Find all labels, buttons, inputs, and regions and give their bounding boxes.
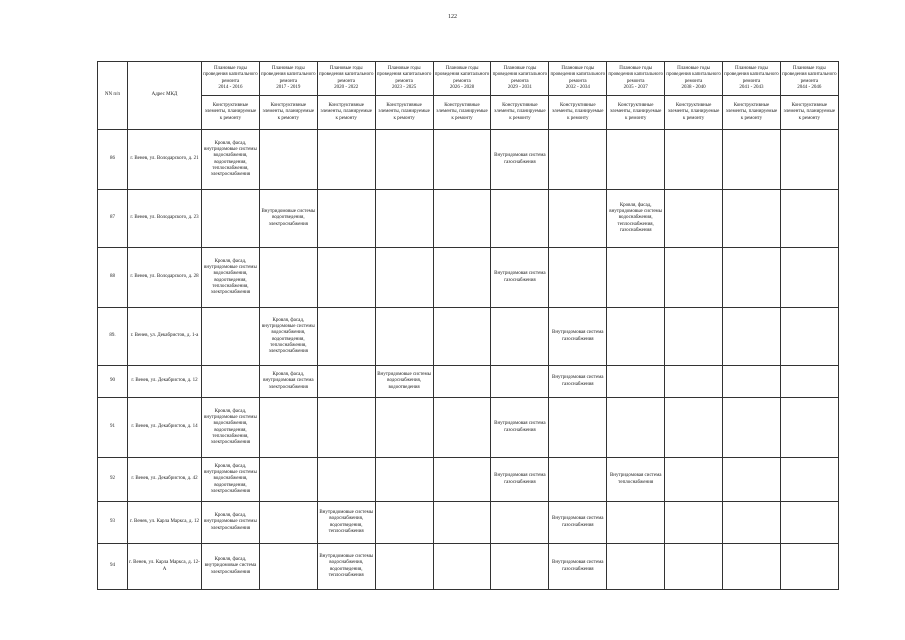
- repair-elements-cell: [607, 502, 665, 544]
- header-element-label: Конструктивные элементы, планируемые к ремонту: [202, 96, 260, 130]
- repair-elements-cell: Кровля, фасад, внутридомовые системы водоснабжения, водоотведения, электроснабжения: [202, 458, 260, 502]
- repair-elements-cell: [723, 308, 781, 366]
- repair-elements-cell: [375, 502, 433, 544]
- period-years: 2029 - 2031: [507, 84, 532, 90]
- repair-elements-cell: [665, 398, 723, 458]
- repair-elements-cell: [607, 248, 665, 308]
- repair-elements-cell: Внутридомовые системы водоснабжения, водоотведения, теплоснабжения: [317, 502, 375, 544]
- repair-elements-cell: Внутридомовая система газоснабжения: [549, 308, 607, 366]
- header-period: [549, 62, 607, 96]
- header-element-label: Конструктивные элементы, планируемые к ремонту: [780, 96, 838, 130]
- repair-elements-cell: [780, 502, 838, 544]
- repair-elements-cell: [780, 308, 838, 366]
- period-years: 2032 - 2034: [565, 84, 590, 90]
- repair-elements-cell: [259, 458, 317, 502]
- repair-elements-cell: [259, 248, 317, 308]
- table-row: [98, 502, 839, 544]
- repair-elements-cell: [317, 366, 375, 398]
- repair-elements-cell: [549, 248, 607, 308]
- repair-elements-cell: [433, 190, 491, 248]
- repair-elements-cell: [259, 130, 317, 190]
- period-label: Плановые годы проведения капитального ремонта: [608, 66, 663, 84]
- repair-elements-cell: [549, 190, 607, 248]
- repair-elements-cell: [780, 366, 838, 398]
- repair-elements-cell: [665, 544, 723, 590]
- repair-elements-cell: [202, 308, 260, 366]
- row-number: 90: [98, 366, 128, 398]
- repair-elements-cell: [317, 398, 375, 458]
- row-address: г. Венев, ул. Декабристов, д. 1-а: [128, 308, 202, 366]
- period-label: Плановые годы проведения капитального ремонта: [724, 66, 779, 84]
- repair-elements-cell: Кровля, фасад, внутридомовые системы водоснабжения, водоотведения, теплоснабжения, электроснабжения: [202, 130, 260, 190]
- repair-elements-cell: Внутридомовая система газоснабжения: [491, 248, 549, 308]
- repair-elements-cell: [607, 366, 665, 398]
- row-number: 88: [98, 248, 128, 308]
- repair-elements-cell: [491, 308, 549, 366]
- repair-elements-cell: Внутридомовая система газоснабжения: [491, 398, 549, 458]
- header-element-label: Конструктивные элементы, планируемые к ремонту: [549, 96, 607, 130]
- repair-elements-cell: [259, 502, 317, 544]
- repair-elements-cell: [202, 190, 260, 248]
- repair-elements-cell: [433, 544, 491, 590]
- repair-elements-cell: Внутридомовые системы водоснабжения, водоотведения: [375, 366, 433, 398]
- row-address: г. Венев, ул. Володарского, д. 23: [128, 190, 202, 248]
- repair-elements-cell: [433, 130, 491, 190]
- repair-elements-cell: [780, 398, 838, 458]
- repair-elements-cell: Кровля, фасад, внутридомовая система электроснабжения: [259, 366, 317, 398]
- repair-elements-cell: [723, 544, 781, 590]
- table-row: [98, 248, 839, 308]
- header-element-label: Конструктивные элементы, планируемые к ремонту: [723, 96, 781, 130]
- header-period: [780, 62, 838, 96]
- repair-elements-cell: [317, 248, 375, 308]
- repair-elements-cell: [491, 366, 549, 398]
- repair-elements-cell: [780, 458, 838, 502]
- period-years: 2044 - 2046: [797, 84, 822, 90]
- row-number: 87: [98, 190, 128, 248]
- repair-elements-cell: [665, 366, 723, 398]
- repair-elements-cell: [723, 458, 781, 502]
- repair-elements-cell: [375, 130, 433, 190]
- header-period: [723, 62, 781, 96]
- row-number: 94: [98, 544, 128, 590]
- row-number: 93: [98, 502, 128, 544]
- repair-elements-cell: [723, 366, 781, 398]
- header-period: [433, 62, 491, 96]
- repair-elements-cell: [317, 458, 375, 502]
- table-row: [98, 130, 839, 190]
- repair-elements-cell: [665, 130, 723, 190]
- repair-elements-cell: [375, 458, 433, 502]
- repair-elements-cell: [433, 458, 491, 502]
- repair-elements-cell: [375, 248, 433, 308]
- repair-elements-cell: Кровля, фасад, внутридомовые системы водоснабжения, водоотведения, теплоснабжения, электроснабжения: [202, 398, 260, 458]
- header-period: [607, 62, 665, 96]
- period-years: 2020 - 2022: [334, 84, 359, 90]
- period-years: 2035 - 2037: [623, 84, 648, 90]
- row-number: 86: [98, 130, 128, 190]
- period-label: Плановые годы проведения капитального ремонта: [434, 66, 490, 84]
- period-label: Плановые годы проведения капитального ремонта: [666, 66, 721, 84]
- header-address: Адрес МКД: [128, 62, 202, 130]
- repair-elements-cell: [607, 398, 665, 458]
- repair-elements-cell: [549, 458, 607, 502]
- repair-elements-cell: [607, 130, 665, 190]
- period-years: 2023 - 2025: [392, 84, 417, 90]
- repair-elements-cell: Внутридомовые системы водоотведения, электроснабжения: [259, 190, 317, 248]
- header-row-elements: [98, 96, 839, 130]
- repair-elements-cell: [375, 398, 433, 458]
- table-row: [98, 458, 839, 502]
- period-years: 2017 - 2019: [276, 84, 301, 90]
- page-number: 122: [448, 14, 457, 20]
- table-row: [98, 398, 839, 458]
- header-element-label: Конструктивные элементы, планируемые к ремонту: [317, 96, 375, 130]
- table-row: [98, 308, 839, 366]
- repair-elements-cell: [317, 130, 375, 190]
- repair-elements-cell: [723, 398, 781, 458]
- repair-elements-cell: [665, 458, 723, 502]
- repair-elements-cell: [780, 190, 838, 248]
- header-element-label: Конструктивные элементы, планируемые к ремонту: [607, 96, 665, 130]
- header-period: [665, 62, 723, 96]
- row-address: г. Венев, ул. Декабристов, д. 14: [128, 398, 202, 458]
- repair-elements-cell: [607, 544, 665, 590]
- period-label: Плановые годы проведения капитального ремонта: [376, 66, 432, 84]
- period-years: 2038 - 2040: [681, 84, 706, 90]
- row-address: г. Венев, ул. Карла Маркса, д. 12-А: [128, 544, 202, 590]
- period-years: 2026 - 2028: [449, 84, 475, 90]
- period-label: Плановые годы проведения капитального ремонта: [203, 66, 258, 84]
- row-address: г. Венев, ул. Володарского, д. 21: [128, 130, 202, 190]
- header-element-label: Конструктивные элементы, планируемые к ремонту: [259, 96, 317, 130]
- repair-elements-cell: [491, 544, 549, 590]
- header-element-label: Конструктивные элементы, планируемые к ремонту: [491, 96, 549, 130]
- header-row-periods: [98, 62, 839, 96]
- repair-elements-cell: [665, 190, 723, 248]
- repair-elements-cell: [665, 502, 723, 544]
- repair-elements-cell: [375, 544, 433, 590]
- repair-elements-cell: [665, 308, 723, 366]
- repair-elements-cell: Кровля, фасад, внутридомовые системы водоснабжения, водоотведения, теплоснабжения, электроснабжения: [202, 248, 260, 308]
- repair-elements-cell: [549, 398, 607, 458]
- repair-elements-cell: Кровля, фасад, внутридомовые система электроснабжения: [202, 544, 260, 590]
- repair-elements-cell: [433, 366, 491, 398]
- header-period: [375, 62, 433, 96]
- repair-elements-cell: [665, 248, 723, 308]
- header-nn: NN п/п: [98, 62, 128, 130]
- row-address: г. Венев, ул. Декабристов, д. 42: [128, 458, 202, 502]
- period-label: Плановые годы проведения капитального ремонта: [318, 66, 374, 84]
- period-years: 2041 - 2043: [739, 84, 764, 90]
- repair-elements-cell: [433, 502, 491, 544]
- repair-elements-cell: Кровля, фасад, внутридомовые системы электроснабжения: [202, 502, 260, 544]
- table-row: [98, 544, 839, 590]
- period-label: Плановые годы проведения капитального ремонта: [782, 66, 837, 84]
- row-number: 92: [98, 458, 128, 502]
- row-number: 89.: [98, 308, 128, 366]
- repair-elements-cell: [549, 130, 607, 190]
- repair-elements-cell: Внутридомовая система газоснабжения: [549, 544, 607, 590]
- repair-elements-cell: [202, 366, 260, 398]
- repair-elements-cell: [317, 190, 375, 248]
- repair-elements-cell: Кровля, фасад, внутридомовые системы водоснабжения, водоотведения, теплоснабжения, электроснабжения: [259, 308, 317, 366]
- repair-elements-cell: [723, 248, 781, 308]
- repair-elements-cell: [259, 544, 317, 590]
- repair-elements-cell: Кровля, фасад, внутридомовые системы водоснабжения, теплоснабжения, газоснабжения: [607, 190, 665, 248]
- repair-elements-cell: [375, 190, 433, 248]
- header-period: [202, 62, 260, 96]
- table-row: [98, 366, 839, 398]
- row-number: 91: [98, 398, 128, 458]
- repair-elements-cell: Внутридомовая система теплоснабжения: [607, 458, 665, 502]
- repair-elements-cell: [607, 308, 665, 366]
- repair-schedule-table: [97, 61, 839, 590]
- header-element-label: Конструктивные элементы, планируемые к ремонту: [433, 96, 491, 130]
- repair-elements-cell: [433, 308, 491, 366]
- repair-elements-cell: Внутридомовая система газоснабжения: [491, 130, 549, 190]
- repair-elements-cell: [491, 502, 549, 544]
- repair-elements-cell: [780, 544, 838, 590]
- period-label: Плановые годы проведения капитального ремонта: [550, 66, 606, 84]
- table-row: [98, 190, 839, 248]
- repair-elements-cell: Внутридомовая система газоснабжения: [549, 502, 607, 544]
- repair-elements-cell: Внутридомовая система газоснабжения: [549, 366, 607, 398]
- repair-elements-cell: [780, 248, 838, 308]
- repair-elements-cell: [433, 248, 491, 308]
- repair-elements-cell: [317, 308, 375, 366]
- period-label: Плановые годы проведения капитального ремонта: [261, 66, 316, 84]
- header-element-label: Конструктивные элементы, планируемые к ремонту: [375, 96, 433, 130]
- row-address: г. Венев, ул. Карла Маркса, д. 12: [128, 502, 202, 544]
- repair-elements-cell: Внутридомовая система газоснабжения: [491, 458, 549, 502]
- repair-elements-cell: [433, 398, 491, 458]
- header-element-label: Конструктивные элементы, планируемые к ремонту: [665, 96, 723, 130]
- period-label: Плановые годы проведения капитального ремонта: [492, 66, 548, 84]
- row-address: г. Венев, ул. Декабристов, д. 12: [128, 366, 202, 398]
- repair-elements-cell: [259, 398, 317, 458]
- repair-elements-cell: [723, 130, 781, 190]
- row-address: г. Венев, ул. Володарского, д. 28: [128, 248, 202, 308]
- period-years: 2014 - 2016: [218, 84, 243, 90]
- repair-elements-cell: [723, 502, 781, 544]
- repair-elements-cell: [491, 190, 549, 248]
- header-period: [317, 62, 375, 96]
- repair-elements-cell: Внутридомовые системы водоснабжения, водоотведения, теплоснабжения: [317, 544, 375, 590]
- header-period: [491, 62, 549, 96]
- repair-elements-cell: [375, 308, 433, 366]
- repair-elements-cell: [723, 190, 781, 248]
- repair-elements-cell: [780, 130, 838, 190]
- header-period: [259, 62, 317, 96]
